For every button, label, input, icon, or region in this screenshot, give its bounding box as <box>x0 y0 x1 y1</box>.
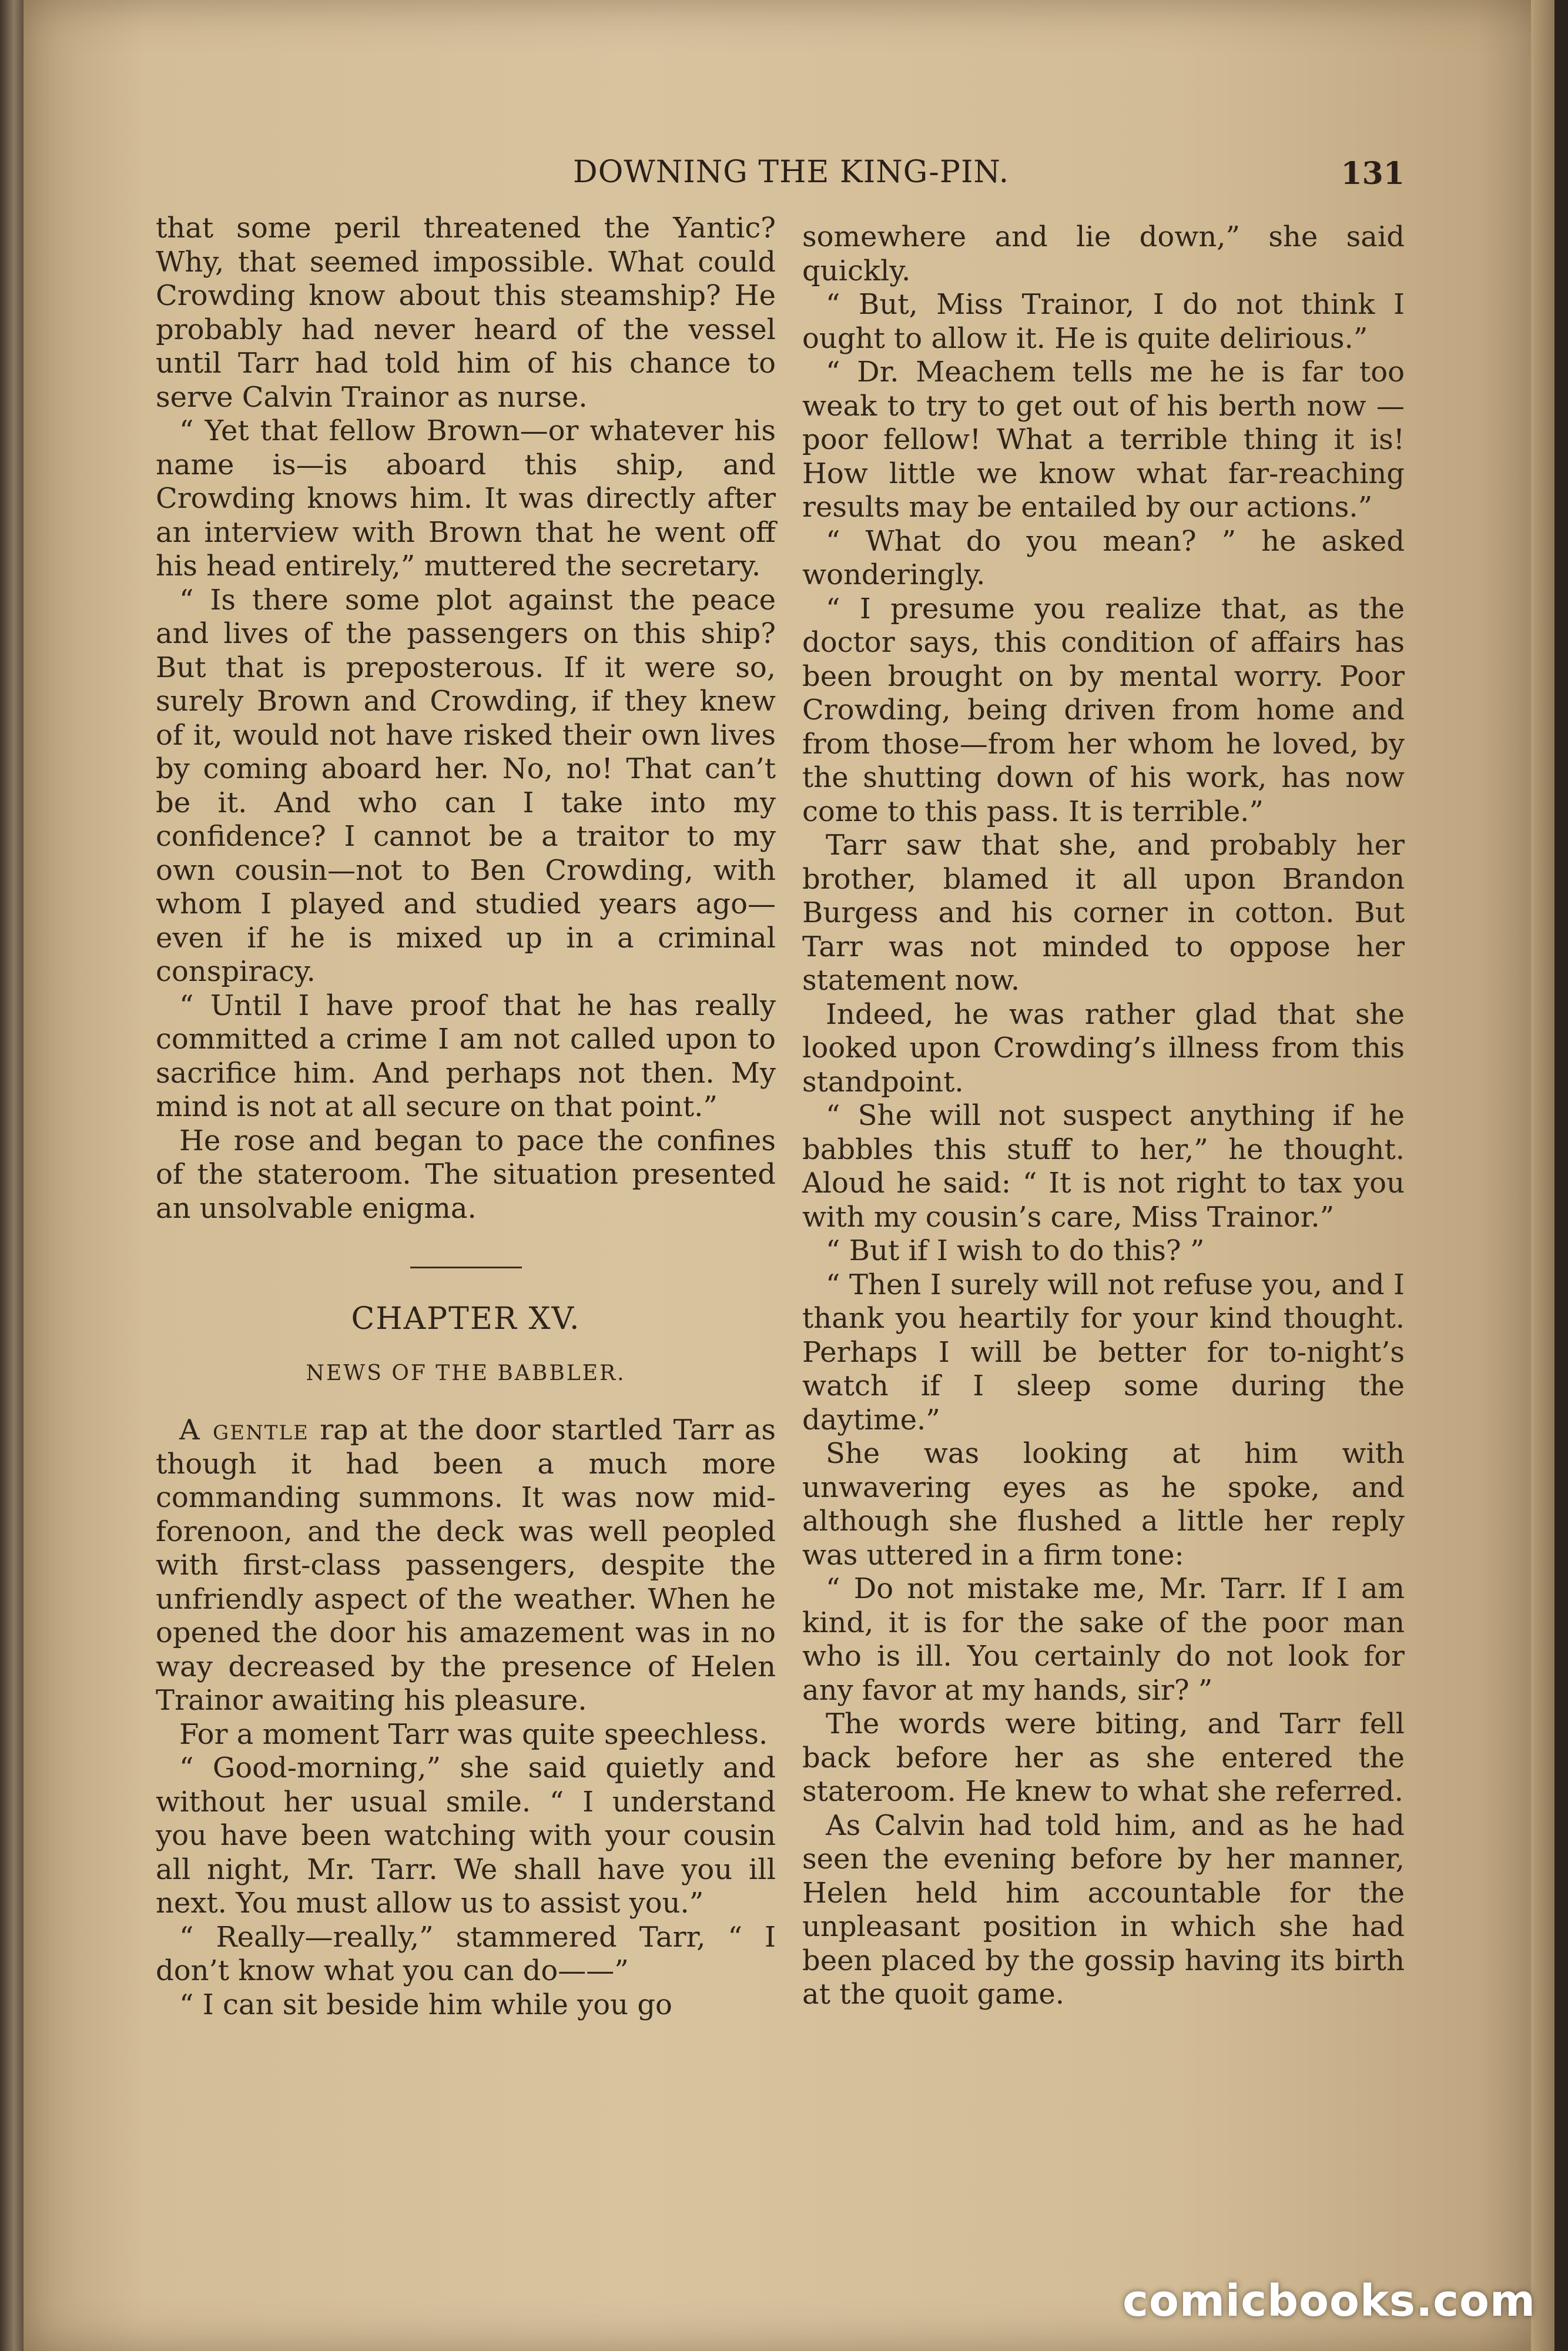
page-number: 131 <box>1341 156 1405 192</box>
paragraph: “ Dr. Meachem tells me he is far too weak to try to get out of his berth now —poor fellow! What a terrible thing it is! How little we know what far-reaching results may be entailed by our actions.” <box>802 356 1405 524</box>
right-column <box>802 220 1405 2012</box>
left-column <box>156 212 776 2022</box>
paragraph: somewhere and lie down,” she said quickly. <box>802 220 1405 287</box>
paragraph: “ Is there some plot against the peace and lives of the passengers on this ship? But that is preposterous. If it were so, surely Brown and Crowding, if they knew of it, would not have risked their own lives by coming aboard her. No, no! That can’t be it. And who can I take into my confidence? I cannot be a traitor to my own cousin—not to Ben Crowding, with whom I played and studied years ago—even if he is mixed up in a criminal conspiracy. <box>156 583 776 988</box>
watermark-logo: comicbooks.com <box>1123 2276 1536 2326</box>
book-spine <box>0 0 24 2351</box>
chapter-subtitle: NEWS OF THE BABBLER. <box>306 1361 626 1385</box>
paragraph: “ Until I have proof that he has really committed a crime I am not called upon to sacrifice him. And perhaps not then. My mind is not at all secure on that point.” <box>156 989 776 1123</box>
paragraph: “ I can sit beside him while you go <box>179 1988 672 2021</box>
page-header <box>153 150 1410 197</box>
paragraph: “ She will not suspect anything if he babbles this stuff to her,” he thought. Aloud he said: “ It is not right to tax you with my cousin’s care, Miss Trainor.” <box>802 1099 1405 1234</box>
paragraph: “ I presume you realize that, as the doctor says, this condition of affairs has been brought on by mental worry. Poor Crowding, being driven from home and from those—from her whom he loved, by the shutting down of his work, has now come to this pass. It is terrible.” <box>802 592 1405 828</box>
paragraph: She was looking at him with unwavering eyes as he spoke, and although she flushed a little her reply was uttered in a firm tone: <box>802 1437 1405 1572</box>
paragraph: “ Good-morning,” she said quietly and without her usual smile. “ I understand you have been watching with your cousin all night, Mr. Tarr. We shall have you ill next. You must allow us to assist you.” <box>156 1751 776 1920</box>
section-divider <box>410 1267 522 1268</box>
opening-small-caps: A gentle <box>179 1414 309 1446</box>
paragraph: “ Then I surely will not refuse you, and I thank you heartily for your kind thought. Perhaps I will be better for to-night’s watch if I sleep some during the daytime.” <box>802 1268 1405 1436</box>
opening-text: rap at the door startled Tarr as though it had been a much more commanding summons. It was now mid-forenoon, and the deck was well peopled with first-class passengers, despite the unfriendly aspect of the weather. When he opened the door his amazement was in no way decreased by the presence of Helen Trainor awaiting his pleasure. <box>156 1414 776 1717</box>
paragraph: As Calvin had told him, and as he had seen the evening before by her manner, Helen held him accountable for the unpleasant position in which she had been placed by the gossip having its birth at the quoit game. <box>802 1809 1405 2011</box>
paragraph: “ Yet that fellow Brown—or whatever his name is—is aboard this ship, and Crowding knows him. It was directly after an interview with Brown that he went off his head entirely,” muttered the secretary. <box>156 414 776 582</box>
paragraph: Tarr saw that she, and probably her brother, blamed it all upon Brandon Burgess and his corner in cotton. But Tarr was not minded to oppose her statement now. <box>802 829 1405 997</box>
paragraph: The words were biting, and Tarr fell back before her as she entered the stateroom. He knew to what she referred. <box>802 1707 1405 1808</box>
paragraph: “ But, Miss Trainor, I do not think I ought to allow it. He is quite delirious.” <box>802 288 1405 355</box>
paragraph: that some peril threatened the Yantic? Why, that seemed impossible. What could Crowding know about this steamship? He probably had never heard of the vessel until Tarr had told him of his chance to serve Calvin Trainor as nurse. <box>156 212 776 414</box>
paragraph: “ Do not mistake me, Mr. Tarr. If I am kind, it is for the sake of the poor man who is ill. You certainly do not look for any favor at my hands, sir? ” <box>802 1572 1405 1707</box>
paragraph: “ Really—really,” stammered Tarr, “ I don’t know what you can do——” <box>156 1920 776 1987</box>
running-head: DOWNING THE KING-PIN. <box>573 155 1010 190</box>
paragraph: For a moment Tarr was quite speechless. <box>179 1717 768 1751</box>
paragraph: “ But if I wish to do this? ” <box>826 1234 1205 1267</box>
paragraph: Indeed, he was rather glad that she looked upon Crowding’s illness from this standpoint. <box>802 997 1405 1099</box>
chapter-heading: CHAPTER XV. <box>351 1301 581 1337</box>
chapter-opening-paragraph <box>156 1414 776 1718</box>
paragraph: He rose and began to pace the confines of the stateroom. The situation presented an unsolvable enigma. <box>156 1124 776 1225</box>
page-edge <box>1531 0 1554 2351</box>
paragraph: “ What do you mean? ” he asked wonderingly. <box>802 524 1405 591</box>
